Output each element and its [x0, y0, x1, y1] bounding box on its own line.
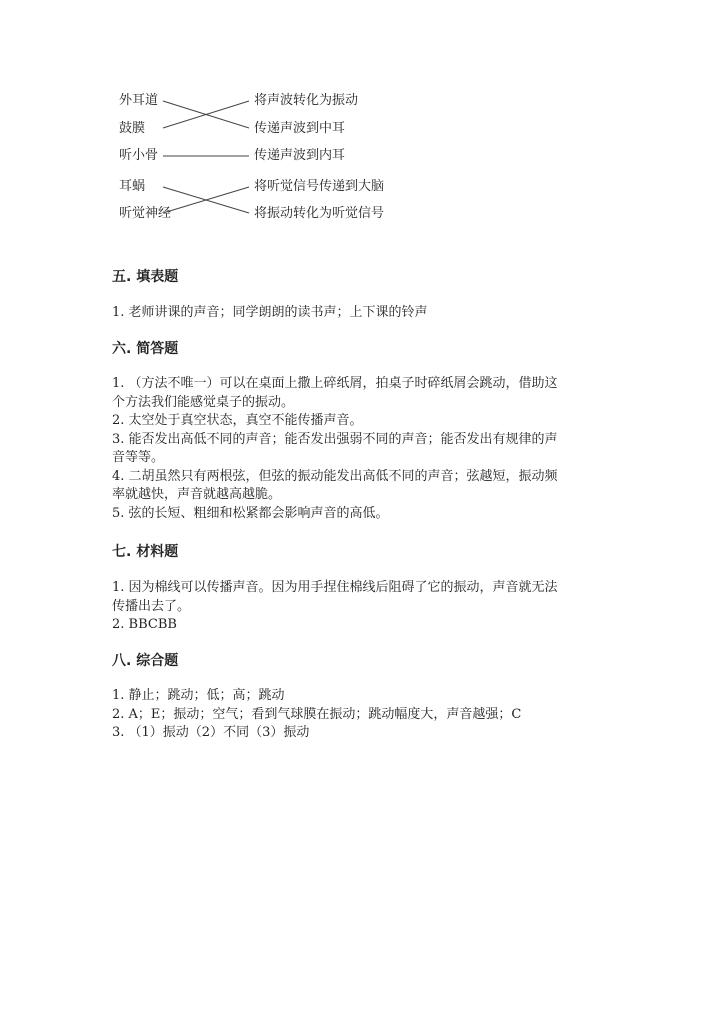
- answer-line: 2. BBCBB: [112, 617, 177, 632]
- left-item-auditory-nerve: 听觉神经: [119, 206, 172, 221]
- section-answers-comprehensive: [112, 687, 612, 743]
- matching-exercise: [0, 0, 720, 240]
- left-item-eardrum: 鼓膜: [119, 121, 146, 136]
- right-item-2: 传递声波到内耳: [254, 148, 346, 163]
- right-item-3: 将听觉信号传递到大脑: [254, 179, 385, 194]
- answer-line: 传播出去了。: [112, 598, 191, 614]
- right-item-1: 传递声波到中耳: [254, 121, 346, 136]
- answer-line: 2. 太空处于真空状态，真空不能传播声音。: [112, 413, 363, 428]
- left-item-ossicles: 听小骨: [119, 148, 159, 163]
- answer-line: 1. 老师讲课的声音；同学朗朗的读书声；上下课的铃声: [112, 305, 428, 320]
- answer-line: 5. 弦的长短、粗细和松紧都会影响声音的高低。: [112, 505, 389, 521]
- left-item-outer-ear-canal: 外耳道: [119, 93, 159, 108]
- section-heading-fill-table: 五. 填表题: [112, 269, 179, 285]
- answer-line: 3. （1）振动（2）不同（3）振动: [112, 725, 310, 740]
- right-item-4: 将振动转化为听觉信号: [254, 206, 385, 221]
- section-heading-short-answer: 六. 简答题: [112, 341, 179, 357]
- section-answers-short-answer: [112, 375, 612, 523]
- answer-line: 1. 静止；跳动；低；高；跳动: [112, 688, 285, 703]
- answer-line: 音等等。: [112, 450, 165, 465]
- answer-line: 1. 因为棉线可以传播声音。因为用手捏住棉线后阻碍了它的振动，声音就无法: [112, 580, 558, 595]
- left-item-cochlea: 耳蜗: [119, 179, 146, 194]
- answer-line: 4. 二胡虽然只有两根弦，但弦的振动能发出高低不同的声音；弦越短，振动频: [112, 468, 558, 484]
- section-heading-comprehensive: 八. 综合题: [112, 653, 179, 669]
- right-item-0: 将声波转化为振动: [254, 93, 359, 108]
- answer-line: 2. A；E；振动；空气；看到气球膜在振动；跳动幅度大，声音越强；C: [112, 706, 522, 722]
- answer-line: 个方法我们能感觉桌子的振动。: [112, 394, 295, 410]
- matching-lines: [0, 0, 720, 240]
- answer-line: 率就越快，声音就越高越脆。: [112, 487, 282, 502]
- section-answers-material: [112, 579, 612, 635]
- section-answers-fill-table: [112, 304, 612, 323]
- answer-line: 1. （方法不唯一）可以在桌面上撒上碎纸屑，拍桌子时碎纸屑会跳动，借助这: [112, 376, 558, 391]
- section-heading-material: 七. 材料题: [112, 544, 179, 560]
- answer-line: 3. 能否发出高低不同的声音；能否发出强弱不同的声音；能否发出有规律的声: [112, 431, 558, 447]
